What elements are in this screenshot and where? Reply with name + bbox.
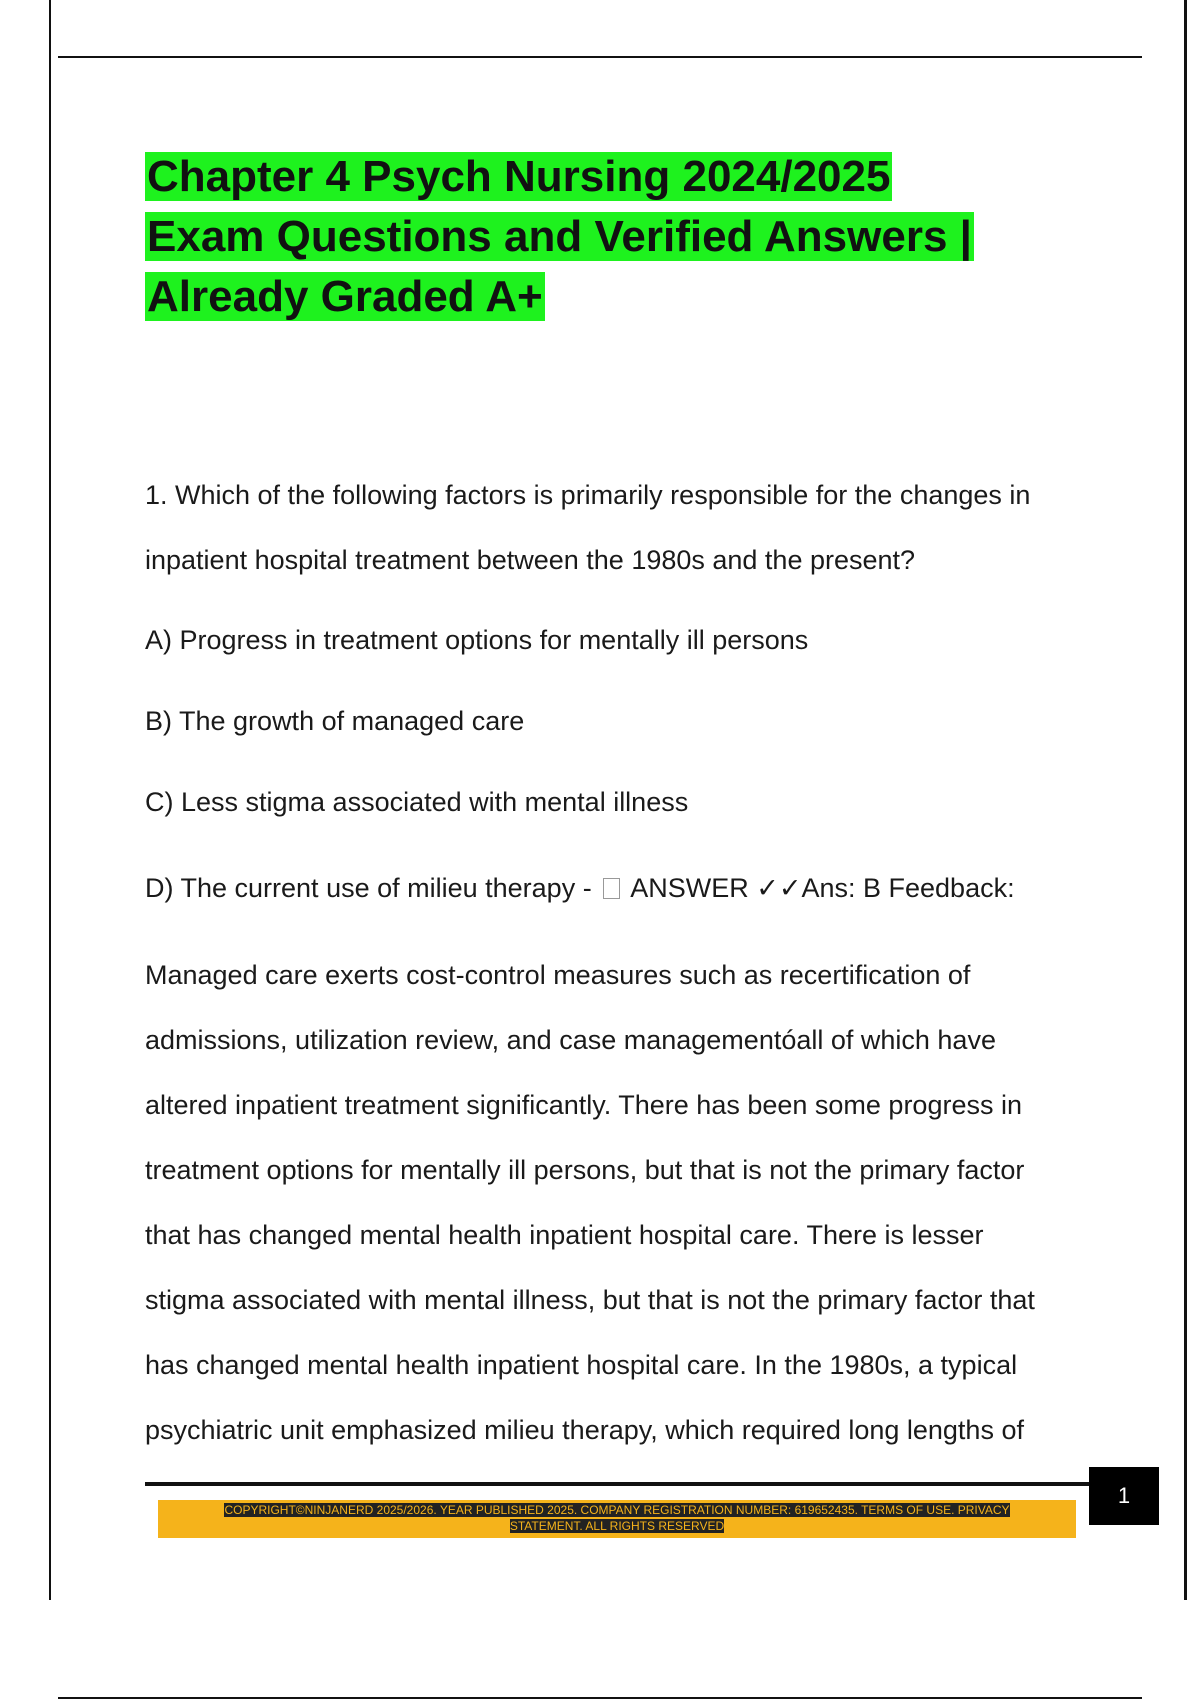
title-line-1: [145, 147, 1095, 207]
title-line-2: [145, 207, 1095, 267]
copyright-bar: [158, 1500, 1076, 1538]
feedback-line-3: altered inpatient treatment significantly. There has been some progress in: [145, 1090, 1022, 1120]
title-line-3: [145, 267, 1095, 327]
answer-label: ANSWER ✓✓Ans: B Feedback:: [630, 873, 1015, 903]
option-d-line: [145, 873, 1015, 904]
header-rule: [58, 56, 1142, 58]
next-page-rule: [58, 1697, 1142, 1699]
title-text-3: Already Graded A+: [147, 272, 543, 321]
feedback-line-7: has changed mental health inpatient hospital care. In the 1980s, a typical: [145, 1350, 1018, 1380]
question-stem-line-1: 1. Which of the following factors is primarily responsible for the changes in: [145, 480, 1031, 510]
feedback-line-5: that has changed mental health inpatient hospital care. There is lesser: [145, 1220, 984, 1250]
feedback-line-4: treatment options for mentally ill persons, but that is not the primary factor: [145, 1155, 1025, 1185]
option-b: B) The growth of managed care: [145, 706, 525, 736]
feedback-line-8: psychiatric unit emphasized milieu therapy, which required long lengths of: [145, 1415, 1024, 1445]
feedback-line-6: stigma associated with mental illness, but that is not the primary factor that: [145, 1285, 1035, 1315]
copyright-line-2: STATEMENT. ALL RIGHTS RESERVED: [509, 1519, 725, 1533]
feedback-line-2: admissions, utilization review, and case managementóall of which have: [145, 1025, 996, 1055]
footer-rule: [145, 1482, 1090, 1486]
page-border-right: [1184, 0, 1187, 1600]
feedback-line-1: Managed care exerts cost-control measures such as recertification of: [145, 960, 971, 990]
page-border-left: [49, 0, 51, 1600]
document-title: [145, 147, 1095, 327]
option-d: D) The current use of milieu therapy -: [145, 873, 592, 903]
checkbox-glyph-icon: [603, 878, 620, 899]
title-text-1: Chapter 4 Psych Nursing 2024/2025: [147, 152, 891, 201]
option-c: C) Less stigma associated with mental illness: [145, 787, 689, 817]
page-number: 1: [1089, 1467, 1159, 1525]
option-a: A) Progress in treatment options for mentally ill persons: [145, 625, 809, 655]
copyright-line-1: COPYRIGHT©NINJANERD 2025/2026. YEAR PUBLISHED 2025. COMPANY REGISTRATION NUMBER: 619652435. TERMS OF USE. PRIVACY: [224, 1503, 1010, 1517]
question-stem-line-2: inpatient hospital treatment between the 1980s and the present?: [145, 545, 916, 575]
title-text-2: Exam Questions and Verified Answers |: [147, 212, 972, 261]
